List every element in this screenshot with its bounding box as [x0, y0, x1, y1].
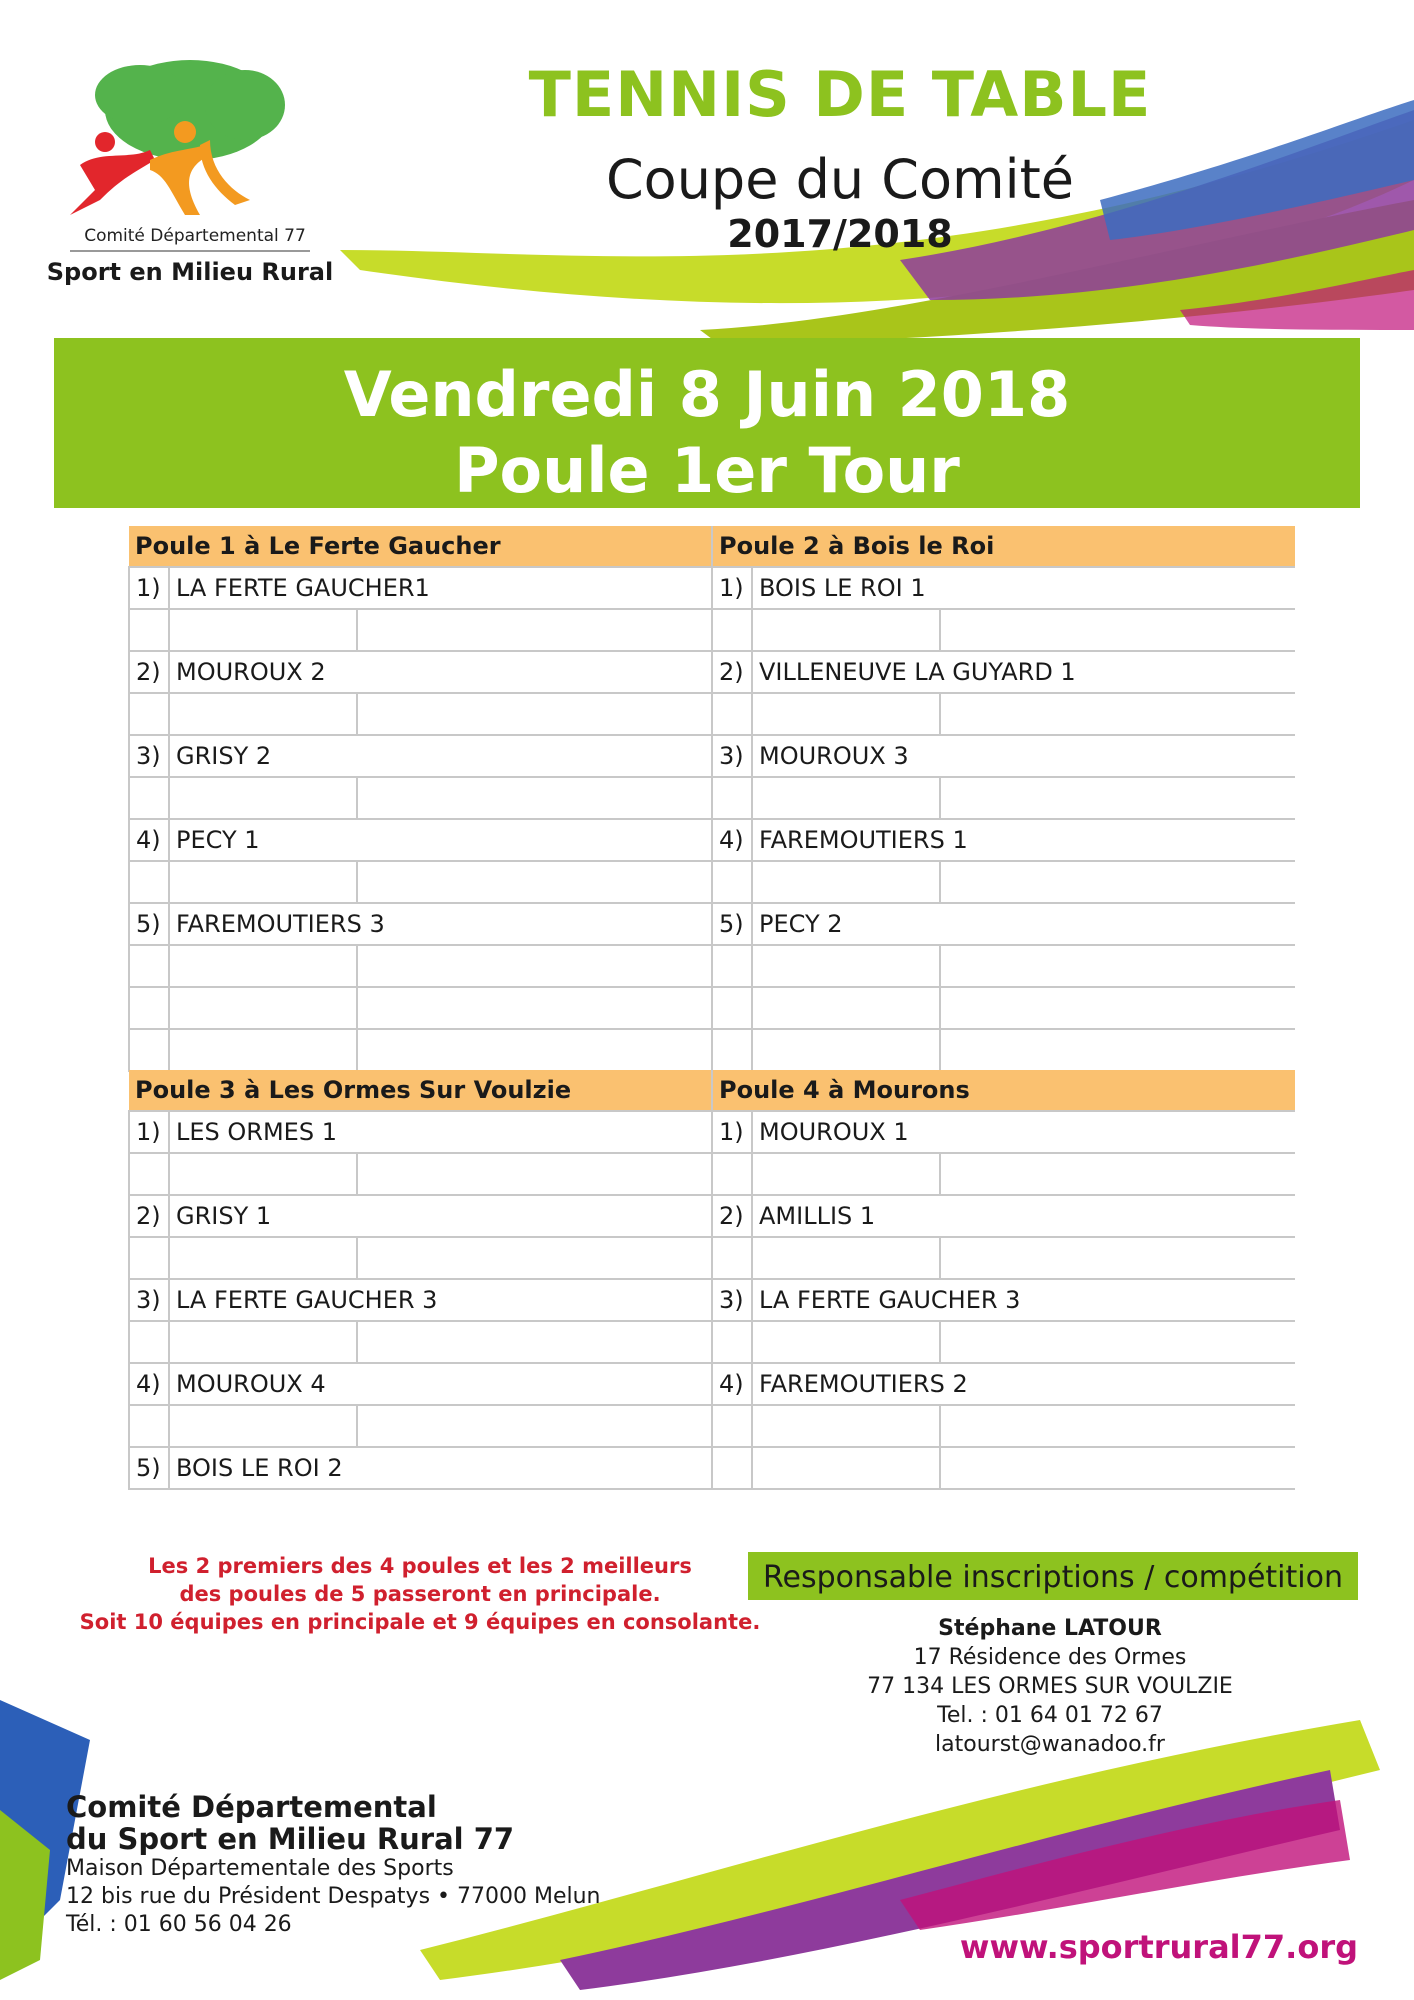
table-row [129, 1237, 1295, 1279]
banner-date: Vendredi 8 Juin 2018 [343, 358, 1071, 431]
team-name: MOUROUX 1 [752, 1111, 1295, 1153]
table-row [129, 1153, 1295, 1195]
team-rank [129, 945, 169, 987]
pool-title: Poule 4 à Mourons [712, 1070, 1295, 1111]
blank-cell [357, 1321, 712, 1363]
team-rank: 1) [129, 1111, 169, 1153]
team-name: BOIS LE ROI 1 [752, 567, 1295, 609]
blank-cell [752, 693, 940, 735]
table-row [129, 651, 1295, 693]
table-row [129, 945, 1295, 987]
table-row [129, 987, 1295, 1029]
blank-cell [357, 987, 712, 1029]
team-rank: 4) [129, 819, 169, 861]
season-label: 2017/2018 [727, 212, 953, 256]
pools-table-top [128, 526, 1295, 1072]
team-rank: 2) [712, 1195, 752, 1237]
team-rank [712, 777, 752, 819]
team-rank [129, 609, 169, 651]
blank-cell [169, 945, 357, 987]
table-row [129, 1111, 1295, 1153]
contact-address-1: 17 Résidence des Ormes [913, 1645, 1187, 1670]
blank-cell [357, 1237, 712, 1279]
team-rank [712, 987, 752, 1029]
page-subtitle: Coupe du Comité [605, 148, 1075, 211]
team-rank [129, 861, 169, 903]
team-name: AMILLIS 1 [752, 1195, 1295, 1237]
team-name: FAREMOUTIERS 2 [752, 1363, 1295, 1405]
logo-caption-committee: Comité Départemental 77 [84, 226, 306, 246]
table-row [129, 1279, 1295, 1321]
blank-cell [940, 777, 1295, 819]
footer-address-1: Maison Départementale des Sports [66, 1856, 454, 1881]
team-name: LES ORMES 1 [169, 1111, 712, 1153]
team-rank [712, 693, 752, 735]
table-row [129, 819, 1295, 861]
logo-divider [70, 250, 310, 252]
contact-heading: Responsable inscriptions / compétition [763, 1560, 1343, 1595]
blank-cell [169, 1237, 357, 1279]
team-name: PECY 1 [169, 819, 712, 861]
team-name: LA FERTE GAUCHER 3 [752, 1279, 1295, 1321]
contact-address-2: 77 134 LES ORMES SUR VOULZIE [867, 1674, 1233, 1699]
blank-cell [940, 1153, 1295, 1195]
blank-cell [940, 1321, 1295, 1363]
blank-cell [752, 861, 940, 903]
footer-org-line-2: du Sport en Milieu Rural 77 [66, 1822, 515, 1856]
team-rank [129, 777, 169, 819]
team-rank [712, 945, 752, 987]
note-line-3: Soit 10 équipes en principale et 9 équipes en consolante. [79, 1610, 761, 1634]
blank-cell [752, 1405, 940, 1447]
blank-cell [752, 1447, 940, 1489]
blank-cell [752, 987, 940, 1029]
blank-cell [169, 1405, 357, 1447]
note-line-1: Les 2 premiers des 4 poules et les 2 meilleurs [148, 1554, 692, 1578]
contact-email[interactable]: latourst@wanadoo.fr [935, 1732, 1165, 1757]
table-row [129, 567, 1295, 609]
contact-phone: Tel. : 01 64 01 72 67 [937, 1703, 1163, 1728]
team-rank: 5) [129, 1447, 169, 1489]
team-name: FAREMOUTIERS 1 [752, 819, 1295, 861]
blank-cell [940, 609, 1295, 651]
table-row [129, 1029, 1295, 1071]
team-rank [712, 1237, 752, 1279]
pool-header-row [129, 1070, 1295, 1111]
table-row [129, 1195, 1295, 1237]
team-rank [712, 861, 752, 903]
team-name: PECY 2 [752, 903, 1295, 945]
team-name: VILLENEUVE LA GUYARD 1 [752, 651, 1295, 693]
blank-cell [940, 945, 1295, 987]
team-rank: 1) [712, 1111, 752, 1153]
team-rank [129, 1405, 169, 1447]
committee-logo [60, 50, 320, 225]
table-row [129, 735, 1295, 777]
team-name: LA FERTE GAUCHER 3 [169, 1279, 712, 1321]
blank-cell [940, 987, 1295, 1029]
blank-cell [357, 1405, 712, 1447]
website-link[interactable]: www.sportrural77.org [959, 1928, 1358, 1966]
pool-title: Poule 3 à Les Ormes Sur Voulzie [129, 1070, 712, 1111]
table-row [129, 1321, 1295, 1363]
blank-cell [357, 693, 712, 735]
blank-cell [169, 987, 357, 1029]
blank-cell [940, 1447, 1295, 1489]
footer-org-line-1: Comité Départemental [66, 1790, 437, 1824]
table-row [129, 693, 1295, 735]
team-rank: 1) [129, 567, 169, 609]
blank-cell [357, 1029, 712, 1071]
qualification-note [60, 1552, 780, 1636]
blank-cell [752, 1029, 940, 1071]
blank-cell [169, 777, 357, 819]
team-rank [712, 1153, 752, 1195]
team-rank: 3) [129, 735, 169, 777]
team-rank [129, 693, 169, 735]
blank-cell [357, 777, 712, 819]
blank-cell [940, 1237, 1295, 1279]
blank-cell [752, 1321, 940, 1363]
team-name: LA FERTE GAUCHER1 [169, 567, 712, 609]
table-row [129, 777, 1295, 819]
blank-cell [752, 609, 940, 651]
blank-cell [940, 861, 1295, 903]
blank-cell [357, 1153, 712, 1195]
team-rank [712, 1321, 752, 1363]
team-rank [712, 609, 752, 651]
blank-cell [940, 693, 1295, 735]
pool-title: Poule 2 à Bois le Roi [712, 526, 1295, 567]
team-name: GRISY 2 [169, 735, 712, 777]
table-row [129, 1447, 1295, 1489]
banner-round: Poule 1er Tour [454, 434, 960, 507]
team-rank [129, 1153, 169, 1195]
blank-cell [752, 1237, 940, 1279]
team-rank [129, 1237, 169, 1279]
blank-cell [169, 1153, 357, 1195]
team-rank [712, 1029, 752, 1071]
team-rank [129, 1029, 169, 1071]
pool-header-row [129, 526, 1295, 567]
footer-address-2: 12 bis rue du Président Despatys • 77000 Melun [66, 1884, 601, 1909]
table-row [129, 861, 1295, 903]
blank-cell [940, 1405, 1295, 1447]
team-name: GRISY 1 [169, 1195, 712, 1237]
table-row [129, 1363, 1295, 1405]
contact-details [780, 1614, 1320, 1759]
blank-cell [752, 1153, 940, 1195]
team-rank: 4) [712, 1363, 752, 1405]
team-rank [712, 1405, 752, 1447]
team-rank: 5) [712, 903, 752, 945]
team-name: MOUROUX 4 [169, 1363, 712, 1405]
team-name: MOUROUX 2 [169, 651, 712, 693]
team-name: BOIS LE ROI 2 [169, 1447, 712, 1489]
table-row [129, 903, 1295, 945]
team-rank: 1) [712, 567, 752, 609]
blank-cell [357, 861, 712, 903]
team-rank: 3) [712, 735, 752, 777]
logo-caption-sport: Sport en Milieu Rural [46, 258, 334, 286]
pools-table-bottom [128, 1070, 1295, 1490]
team-rank: 3) [712, 1279, 752, 1321]
team-rank: 4) [129, 1363, 169, 1405]
blank-cell [940, 1029, 1295, 1071]
page-title: TENNIS DE TABLE [528, 58, 1152, 131]
blank-cell [357, 945, 712, 987]
team-rank: 2) [129, 651, 169, 693]
blank-cell [169, 1029, 357, 1071]
team-rank [712, 1447, 752, 1489]
team-name: FAREMOUTIERS 3 [169, 903, 712, 945]
team-rank: 4) [712, 819, 752, 861]
table-row [129, 609, 1295, 651]
blank-cell [357, 609, 712, 651]
team-rank: 5) [129, 903, 169, 945]
team-rank: 2) [712, 651, 752, 693]
team-rank: 2) [129, 1195, 169, 1237]
team-rank [129, 1321, 169, 1363]
blank-cell [752, 777, 940, 819]
pool-title: Poule 1 à Le Ferte Gaucher [129, 526, 712, 567]
blank-cell [169, 1321, 357, 1363]
table-row [129, 1405, 1295, 1447]
blank-cell [169, 861, 357, 903]
blank-cell [752, 945, 940, 987]
blank-cell [169, 609, 357, 651]
team-name: MOUROUX 3 [752, 735, 1295, 777]
footer-phone: Tél. : 01 60 56 04 26 [66, 1912, 292, 1937]
blank-cell [169, 693, 357, 735]
team-rank: 3) [129, 1279, 169, 1321]
team-rank [129, 987, 169, 1029]
contact-name: Stéphane LATOUR [938, 1616, 1162, 1641]
note-line-2: des poules de 5 passeront en principale. [179, 1582, 661, 1606]
